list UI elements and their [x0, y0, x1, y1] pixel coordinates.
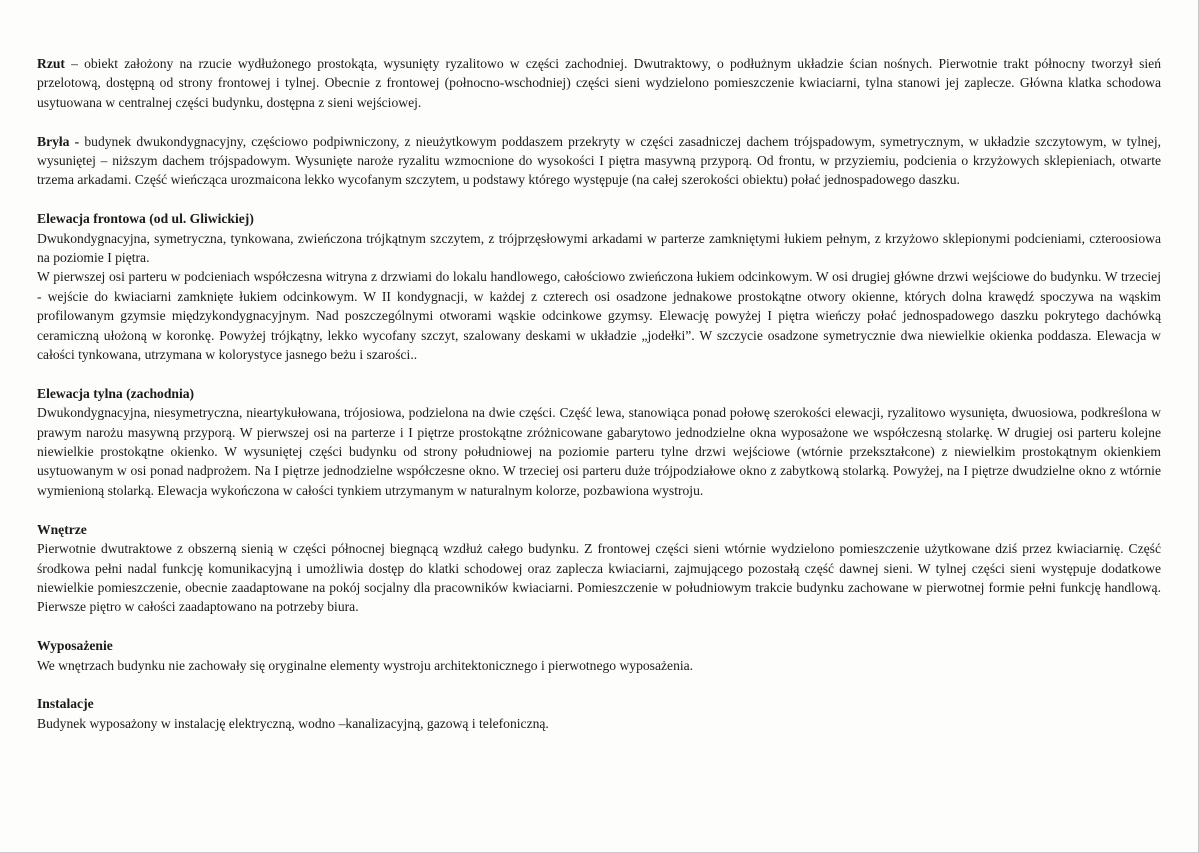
section-wnetrze-p1: Pierwotnie dwutraktowe z obszerną sienią w części północnej biegnącą wzdłuż całego budynku. Z frontowej części sieni wtórnie wydzielono pomieszczenie użytkowane dziś przez kwiaciarnię. Część środkowa pełni nadal funkcję komunikacyjną i umożliwia dostęp do klatki schodowej oraz zaplecza kwiaciarni, zajmującego pozostałą część dawnej sieni. W tylnej części sieni występuje dodatkowe niewielkie pomieszczenie, obecnie zaadaptowane na pokój socjalny dla pracowników kwiaciarni. Pomieszczenie w południowym trakcie budynku zachowane w pierwotnej formie pełni funkcję handlową. Pierwsze piętro w całości zaadaptowano na potrzeby biura.	[37, 541, 1161, 615]
section-elewacja-tylna-p1: Dwukondygnacyjna, niesymetryczna, nieartykułowana, trójosiowa, podzielona na dwie części. Część lewa, stanowiąca ponad połowę szerokości elewacji, ryzalitowo wysunięta, dwuosiowa, podkreślona w prawym narożu masywną przyporą. W pierwszej osi na parterze i I piętrze prostokątne zróżnicowane gabarytowo jednodzielne okna wyposażone we współczesną stolarkę. W drugiej osi parteru kolejne niewielkie prostokątne okienko. W wysuniętej części budynku od strony południowej na poziomie parteru tylne drzwi wejściowe (wtórnie przekształcone) z niewielkim prostokątnym okienkiem usytuowanym w osi ponad nadprożem. Na I piętrze jednodzielne współczesne okno. W trzeciej osi parteru duże trójpodziałowe okno z zabytkową stolarką. Powyżej, na I piętrze dwudzielne okno z wtórnie wymienioną stolarką. Elewacja wykończona w całości tynkiem utrzymanym w naturalnym kolorze, pozbawiona wystroju.	[37, 405, 1161, 498]
section-elewacja-frontowa	[37, 209, 1161, 364]
section-instalacje-p1: Budynek wyposażony w instalację elektryczną, wodno –kanalizacyjną, gazową i telefoniczną.	[37, 715, 549, 731]
section-instalacje-heading: Instalacje	[37, 696, 94, 712]
section-bryla-text: budynek dwukondygnacyjny, częściowo podpiwniczony, z nieużytkowym poddaszem przekryty w części zasadniczej dachem trójspadowym, symetrycznym, w układzie szczytowym, w tylnej, wysuniętej – niższym dachem trójspadowym. Wysunięte naroże ryzalitu wzmocnione do wysokości I piętra masywną przyporą. Od frontu, w przyziemiu, podcienia o krzyżowych sklepieniach, otwarte trzema arkadami. Część wieńcząca urozmaicona lekko wycofanym szczytem, u podstawy którego występuje (na całej szerokości obiektu) połać jednospadowego daszku.	[37, 133, 1161, 188]
section-wyposazenie-p1: We wnętrzach budynku nie zachowały się oryginalne elementy wystroju architektonicznego i pierwotnego wyposażenia.	[37, 657, 694, 673]
section-bryla-label: Bryła -	[37, 133, 80, 149]
section-instalacje	[37, 694, 1161, 733]
section-elewacja-frontowa-heading: Elewacja frontowa (od ul. Gliwickiej)	[37, 211, 254, 227]
section-wnetrze-heading: Wnętrze	[37, 521, 87, 537]
section-wnetrze	[37, 520, 1161, 617]
section-elewacja-frontowa-p1: Dwukondygnacyjna, symetryczna, tynkowana, zwieńczona trójkątnym szczytem, z trójprzęsłowymi arkadami w parterze zamkniętymi łukiem pełnym, z krzyżowo sklepionymi podcieniami, czteroosiowa na poziomie I piętra.	[37, 230, 1161, 266]
section-wyposazenie-heading: Wyposażenie	[37, 638, 113, 654]
section-wyposazenie	[37, 636, 1161, 675]
document-body	[37, 54, 1161, 753]
section-elewacja-tylna	[37, 384, 1161, 500]
section-rzut-text: – obiekt założony na rzucie wydłużonego prostokąta, wysunięty ryzalitowo w części zachodniej. Dwutraktowy, o podłużnym układzie ścian nośnych. Pierwotnie trakt północny tworzył sień przelotową, dostępną od strony frontowej i tylnej. Obecnie z frontowej (połnocno-wschodniej) części sieni wydzielono pomieszczenie kwiaciarni, tylna stanowi jej zaplecze. Główna klatka schodowa usytuowana w centralnej części budynku, dostępna z sieni wejściowej.	[37, 56, 1161, 110]
section-rzut-label: Rzut	[37, 56, 65, 71]
section-bryla	[37, 132, 1161, 190]
section-rzut	[37, 54, 1161, 112]
section-elewacja-frontowa-p2: W pierwszej osi parteru w podcieniach współczesna witryna z drzwiami do lokalu handlowego, całościowo zwieńczona łukiem odcinkowym. W osi drugiej główne drzwi wejściowe do budynku. W trzeciej - wejście do kwiaciarni zamknięte łukiem odcinkowym. W II kondygnacji, w każdej z czterech osi osadzone jednakowe prostokątne otwory okienne, których dolna krawędź spoczywa na wąskim profilowanym gzymsie międzykondygnacyjnym. Nad poszczególnymi otworami wąskie odcinkowe gzymsy. Elewację powyżej I piętra wieńczy połać jednospadowego daszku pokrytego dachówką ceramiczną ułożoną w koronkę. Powyżej trójkątny, lekko wycofany szczyt, szalowany deskami w układzie „jodełki”. W szczycie osadzone symetrycznie dwa niewielkie okienka poddasza. Elewacja w całości tynkowana, utrzymana w kolorystyce jasnego beżu i szarości..	[37, 269, 1161, 363]
section-elewacja-tylna-heading: Elewacja tylna (zachodnia)	[37, 385, 195, 401]
